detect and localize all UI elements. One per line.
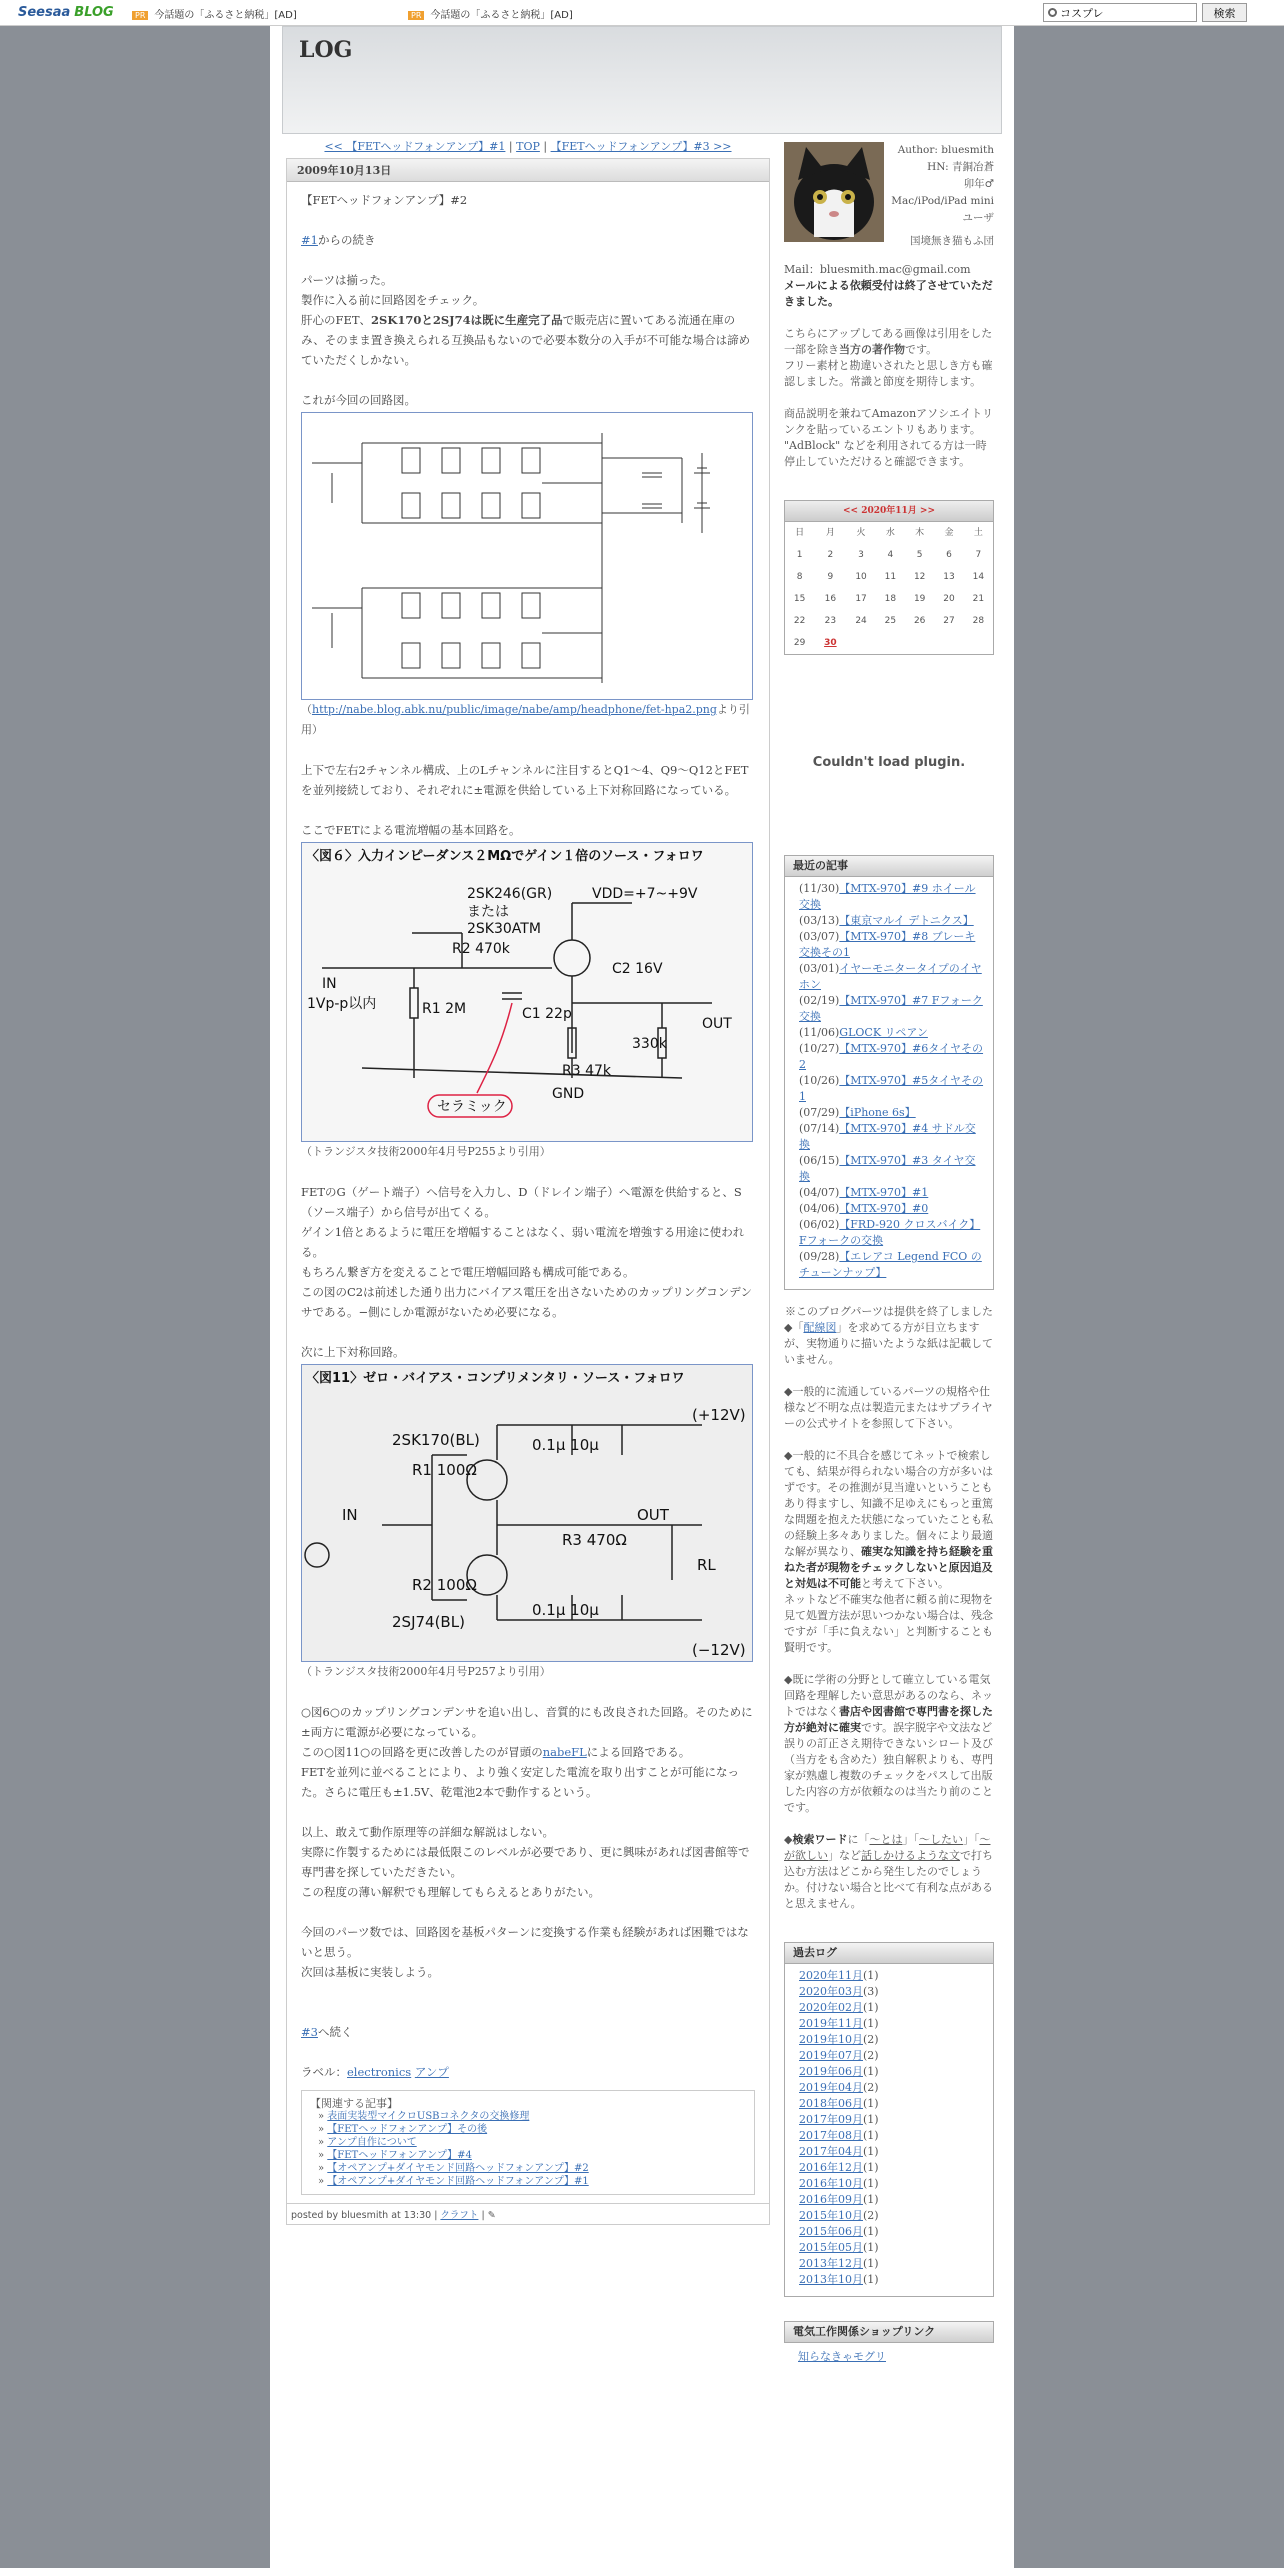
archive-link[interactable]: 2020年03月 <box>799 1985 863 1998</box>
archive-link[interactable]: 2020年02月 <box>799 2001 863 2014</box>
post-footer: posted by bluesmith at 13:30 | クラフト | ✎ <box>287 2203 769 2224</box>
fig-gnd-label: GND <box>552 1086 585 1102</box>
profile-avatar[interactable] <box>784 142 884 242</box>
post-date-label: (04/07) <box>799 1186 840 1199</box>
calendar-day: 21 <box>972 594 985 604</box>
post-date-label: (10/27) <box>799 1042 840 1055</box>
mail-note: メールによる依頼受付は終了させていただきました。 <box>784 279 993 308</box>
circuit-diagram-drawing <box>302 413 754 701</box>
fig-r3-label: R3 470Ω <box>562 1531 627 1549</box>
fig-r4-label: 330k <box>632 1036 667 1052</box>
archive-link[interactable]: 2015年10月 <box>799 2209 863 2222</box>
emphasis-text: 確実な知識を持ち経験を重ねた者が現物をチェックしないと原因追及と対処は不可能 <box>784 1545 993 1590</box>
profile-devices: Mac/iPod/iPad miniユーザ <box>891 195 994 224</box>
calendar-day: 22 <box>793 616 806 626</box>
text: へ続く <box>317 2025 353 2039</box>
archive-link[interactable]: 2015年06月 <box>799 2225 863 2238</box>
profile-org: 国境無き猫もふ団 <box>910 235 994 247</box>
fig-in-label: IN <box>322 976 337 992</box>
figure-label: 〈図11〉ゼロ・バイアス・コンプリメンタリ・ソース・フォロワ <box>306 1371 685 1386</box>
fig-r2-label: R2 100Ω <box>412 1576 477 1594</box>
calendar-day: 14 <box>972 572 985 582</box>
fig-c2-label: C2 16V <box>612 961 663 977</box>
archive-count: (2) <box>863 2033 879 2046</box>
related-link[interactable]: 【オペアンプ+ダイヤモンド回路ヘッドフォンアンプ】#2 <box>327 2163 589 2174</box>
text: この程度の薄い解釈でも理解してもらえるとありがたい。 <box>301 1885 600 1899</box>
text: からの続き <box>317 233 376 247</box>
text: 次に上下対称回路。 <box>301 1345 405 1359</box>
page-container <box>270 26 1014 2568</box>
archive-link[interactable]: 2016年12月 <box>799 2161 863 2174</box>
archive-count: (1) <box>863 2001 879 2014</box>
text: FETのG（ゲート端子）へ信号を入力し、D（ドレイン端子）へ電源を供給すると、S（ソース端子）から信号が出てくる。 <box>301 1185 742 1219</box>
text: ○図6○のカップリングコンデンサを追い出し、音質的にも改良された回路。そのために±両方に電源が必要になっている。 <box>301 1705 753 1739</box>
label-prefix: ラベル： <box>301 2065 347 2079</box>
post-date-label: (06/15) <box>799 1154 840 1167</box>
circuit-diagram-image[interactable] <box>301 412 753 700</box>
fig-ceramic-label: セラミック <box>437 1099 507 1115</box>
source-follower-figure[interactable] <box>301 842 753 1142</box>
recent-post-link[interactable]: 【エレアコ Legend FCO のチューンナップ】 <box>799 1250 982 1279</box>
sidebar <box>784 142 994 2371</box>
calendar-day: 28 <box>972 616 985 626</box>
recent-posts-title: 最近の記事 <box>784 855 994 877</box>
archive-link[interactable]: 2013年10月 <box>799 2273 863 2286</box>
text: フリー素材と勘違いされたと思しき方も確認しました。常識と節度を期待します。 <box>784 359 993 388</box>
profile-age: 卯年♂ <box>963 178 994 190</box>
recent-post-link[interactable]: 【MTX-970】#8 ブレーキ交換その1 <box>799 930 976 959</box>
text: より引用） <box>301 703 750 736</box>
profile-hn: HN: 青銅冶蒼 <box>927 161 994 173</box>
text: で販売店に置いてある流通在庫のみ、そのまま置き換えられる互換品もないので必要本数分の入手が不可能な場合は諦めていただくしかない。 <box>301 313 751 367</box>
profile-box <box>784 142 994 252</box>
comment-icon[interactable]: ✎ <box>487 2210 496 2221</box>
next-post-link[interactable]: 【FETヘッドフォンアンプ】#3 >> <box>550 140 732 153</box>
fig-vdd-label: (+12V) <box>692 1406 746 1424</box>
figure-caption: （トランジスタ技術2000年4月号P255より引用） <box>301 1145 551 1158</box>
calendar-day: 20 <box>943 594 955 604</box>
recent-posts-list <box>784 877 994 1290</box>
text: ※このブログパーツは提供を終了しました <box>785 1305 993 1318</box>
recent-post-link[interactable]: 【FRD-920 クロスバイク】Fフォークの交換 <box>799 1218 981 1247</box>
plugin-placeholder: Couldn't load plugin. <box>812 755 966 770</box>
calendar-day: 16 <box>824 594 837 604</box>
nabefl-link[interactable]: nabeFL <box>542 1745 587 1759</box>
emphasis-text: 当方の著作物 <box>839 343 905 356</box>
text: による回路である。 <box>586 1745 691 1759</box>
calendar-day: 10 <box>855 572 867 582</box>
calendar-day: 24 <box>855 616 867 626</box>
text: 肝心のFET、 <box>301 313 372 327</box>
calendar-day: 19 <box>913 594 926 604</box>
calendar-day: 8 <box>796 572 803 582</box>
weekday: 金 <box>944 528 954 538</box>
text: この図のC2は前述した通り出力にバイアス電圧を出さないためのカップリングコンデンサである。−側にしか電源がないため必要になる。 <box>301 1285 753 1319</box>
fig-part-label: 2SK30ATM <box>467 921 541 937</box>
weekday: 月 <box>825 528 835 538</box>
emphasis-text: 書店や図書館で専門書を探した方が絶対に確実 <box>784 1705 993 1734</box>
post-date-label: (03/13) <box>799 914 840 927</box>
fig-cap-label: 0.1μ 10μ <box>532 1436 599 1454</box>
fig-part-label: 2SK246(GR) <box>467 886 553 902</box>
figure-caption: （トランジスタ技術2000年4月号P257より引用） <box>301 1665 551 1678</box>
search-icon <box>1048 8 1057 17</box>
pr-badge: PR <box>408 11 424 20</box>
prev-part-link[interactable]: #1 <box>301 233 318 247</box>
archive-link[interactable]: 2016年10月 <box>799 2177 863 2190</box>
complementary-follower-drawing <box>302 1365 754 1663</box>
text: これが今回の回路図。 <box>301 393 416 407</box>
source-image-link[interactable]: http://nabe.blog.abk.nu/public/image/nabe/amp/headphone/fet-hpa2.png <box>312 703 717 716</box>
keyword-example: ～したい <box>918 1833 963 1846</box>
calendar-day: 18 <box>884 594 897 604</box>
archive-link[interactable]: 2019年11月 <box>799 2017 863 2030</box>
archive-link[interactable]: 2016年09月 <box>799 2193 863 2206</box>
category-link[interactable]: クラフト <box>440 2210 479 2221</box>
fig-c1-label: C1 22p <box>522 1006 572 1022</box>
weekday: 木 <box>915 528 925 538</box>
post-title: 【FETヘッドフォンアンプ】#2 <box>301 193 468 207</box>
archive-count: (1) <box>863 2161 879 2174</box>
cat-icon <box>784 142 884 242</box>
archive-count: (1) <box>863 1969 879 1982</box>
fig-vss-label: (−12V) <box>692 1641 746 1659</box>
archive-link[interactable]: 2018年06月 <box>799 2097 863 2110</box>
search-button[interactable]: 検索 <box>1202 3 1247 22</box>
text: 」を求めてる方が目立ちますが、実物通りに描いたような紙は記載していません。 <box>784 1321 993 1366</box>
emphasis-text: 検索ワード <box>792 1833 848 1846</box>
archive-link[interactable]: 2019年10月 <box>799 2033 863 2046</box>
text: 今回のパーツ数では、回路図を基板パターンに変換する作業も経験があれば困難ではないと思う。 <box>301 1925 749 1959</box>
text: ネットなど不確実な他者に頼る前に現物を見て処置方法が思いつかない場合は、残念ですが「手に負えない」と判断することも賢明です。 <box>784 1593 993 1654</box>
archive-count: (1) <box>863 2145 879 2158</box>
calendar-day: 29 <box>793 638 806 648</box>
archive-link[interactable]: 2015年05月 <box>799 2241 863 2254</box>
calendar-day: 23 <box>824 616 837 626</box>
text: 」「 <box>902 1833 919 1846</box>
text: 」「 <box>962 1833 980 1846</box>
calendar-day: 27 <box>943 616 955 626</box>
fig-vdd-label: VDD=+7~+9V <box>592 886 698 902</box>
archive-link[interactable]: 2019年04月 <box>799 2081 863 2094</box>
notes-box <box>784 1304 994 1912</box>
text: FETを並列に並べることにより、より強く安定した電流を取り出すことが可能になった。さらに電圧も±1.5V、乾電池2本で動作するという。 <box>301 1765 740 1799</box>
text: ◆ <box>784 1833 793 1846</box>
archive-count: (1) <box>863 2177 879 2190</box>
fig-part-label: 2SJ74(BL) <box>392 1613 465 1631</box>
fig-rl-label: RL <box>697 1556 716 1574</box>
weekday: 日 <box>795 528 805 538</box>
archive-link[interactable]: 2017年08月 <box>799 2129 863 2142</box>
text: ゲイン1倍とあるように電圧を増幅することはなく、弱い電流を増強する用途に使われる。 <box>301 1225 745 1259</box>
profile-mail: Mail：bluesmith.mac@gmail.com <box>784 263 971 276</box>
related-link[interactable]: 【FETヘッドフォンアンプ】#4 <box>327 2150 472 2161</box>
post-date-label: (02/19) <box>799 994 840 1007</box>
text: 実際に作製するためには最低限このレベルが必要であり、更に興味があれば図書館等で専門書を探していただきたい。 <box>301 1845 750 1879</box>
blog-post <box>286 158 770 2225</box>
fig-out-label: OUT <box>702 1016 732 1032</box>
calendar <box>784 500 994 655</box>
shop-link[interactable]: 知らなきゃモグリ <box>798 2350 886 2363</box>
recent-post-link[interactable]: 【MTX-970】#1 <box>839 1186 929 1199</box>
emphasis-text: 2SK170と2SJ74は既に生産完了品 <box>371 313 563 327</box>
figure-label: 〈図６〉入力インピーダンス２MΩでゲイン１倍のソース・フォロワ <box>306 849 704 864</box>
text: "AdBlock" などを利用されてる方は一時停止していただけると確認できます。 <box>784 439 987 468</box>
text: 」など <box>828 1849 861 1862</box>
text: です。誤字脱字や文法など誤りの訂正さえ期待できないシロート及び（当方をも含めた）独自解釈よりも、専門家が熟慮し複数のチェックをパスして出版した内容の方が依頼なのは当たり前のことです。 <box>784 1721 993 1814</box>
calendar-day: 7 <box>975 550 982 560</box>
recent-post-link[interactable]: 【MTX-970】#6タイヤその2 <box>799 1042 984 1071</box>
label-electronics[interactable]: electronics <box>347 2065 412 2079</box>
post-date-label: (11/30) <box>799 882 840 895</box>
archive-link[interactable]: 2019年07月 <box>799 2049 863 2062</box>
search-input[interactable] <box>1043 3 1197 22</box>
keyword-example: ～とは <box>869 1833 903 1846</box>
archive-link[interactable]: 2020年11月 <box>799 1969 863 1982</box>
archive-count: (1) <box>863 2257 879 2270</box>
recent-post-link[interactable]: 【MTX-970】#0 <box>839 1202 929 1215</box>
post-date-label: (10/26) <box>799 1074 840 1087</box>
fig-out-label: OUT <box>637 1506 669 1524</box>
post-body <box>287 182 769 2203</box>
main-column <box>286 138 770 2225</box>
calendar-day: 15 <box>793 594 806 604</box>
ad-link-1[interactable] <box>132 6 297 21</box>
recent-post-link[interactable]: 【MTX-970】#4 サドル交換 <box>799 1122 976 1151</box>
keyword-example: 話しかけるような文 <box>861 1849 960 1862</box>
calendar-day: 6 <box>946 550 952 560</box>
calendar-day: 4 <box>887 550 894 560</box>
related-link[interactable]: アンプ自作について <box>327 2137 417 2148</box>
post-date-label: (09/28) <box>799 1250 840 1263</box>
post-date: 2009年10月13日 <box>287 159 769 182</box>
recent-post-link[interactable]: 【iPhone 6s】 <box>839 1106 916 1119</box>
pr-badge: PR <box>132 11 148 20</box>
fig-r3-label: R3 47k <box>562 1063 612 1079</box>
post-date-label: (06/02) <box>799 1218 840 1231</box>
text: この○図11○の回路を更に改善したのが冒頭の <box>301 1745 543 1759</box>
post-date-label: (03/01) <box>799 962 840 975</box>
text: と考えて下さい。 <box>861 1577 949 1590</box>
archive-count: (2) <box>863 2049 879 2062</box>
post-date-label: (03/07) <box>799 930 840 943</box>
text: 次回は基板に実装しよう。 <box>301 1965 439 1979</box>
weekday: 土 <box>973 528 983 538</box>
post-meta: posted by bluesmith at 13:30 <box>291 2210 432 2221</box>
weekday: 水 <box>885 528 895 538</box>
fig-part-label: または <box>467 904 509 920</box>
site-title[interactable]: LOG <box>299 37 353 63</box>
post-date-label: (07/29) <box>799 1106 840 1119</box>
text: こちらにアップしてある画像は引用をした一部を除き <box>784 327 993 356</box>
fig-r1-label: R1 2M <box>422 1001 467 1017</box>
recent-post-link[interactable]: 【MTX-970】#5タイヤその1 <box>799 1074 984 1103</box>
recent-post-link[interactable]: 【東京マルイ デトニクス】 <box>839 914 974 927</box>
post-navigation: << 【FETヘッドフォンアンプ】#1 | TOP | 【FETヘッドフォンアンプ】#3 >> <box>324 140 732 153</box>
calendar-day-link[interactable]: 30 <box>824 638 837 648</box>
post-date-label: (07/14) <box>799 1122 840 1135</box>
wiring-diagram-link[interactable]: 配線図 <box>803 1321 837 1334</box>
text: 製作に入る前に回路図をチェック。 <box>301 293 485 307</box>
ad-text: 今話題の「ふるさと納税」[AD] <box>430 10 573 21</box>
related-link[interactable]: 表面実装型マイクロUSBコネクタの交換修理 <box>327 2111 530 2122</box>
fig-r2-label: R2 470k <box>452 941 510 957</box>
text: です。 <box>905 343 938 356</box>
calendar-day: 1 <box>796 550 803 560</box>
archive-count: (1) <box>863 2193 879 2206</box>
post-date-label: (04/06) <box>799 1202 840 1215</box>
archive-link[interactable]: 2017年04月 <box>799 2145 863 2158</box>
archive-count: (1) <box>863 2017 879 2030</box>
calendar-day: 2 <box>827 550 834 560</box>
profile-author: Author: bluesmith <box>897 144 994 156</box>
fig-in-range-label: 1Vp-p以内 <box>307 996 377 1012</box>
text: ここでFETによる電流増幅の基本回路を。 <box>301 823 521 837</box>
weekday: 火 <box>856 528 866 538</box>
recent-post-link[interactable]: 【MTX-970】#3 タイヤ交換 <box>799 1154 976 1183</box>
blog-header <box>282 26 1002 134</box>
calendar-day: 25 <box>884 616 897 626</box>
logo-text: Seesaa <box>18 5 71 20</box>
archive-count: (1) <box>863 2129 879 2142</box>
ad-text: 今話題の「ふるさと納税」[AD] <box>154 10 297 21</box>
archive-count: (1) <box>863 2273 879 2286</box>
recent-post-link[interactable]: GLOCK リペアン <box>839 1026 928 1039</box>
text: 以上、敢えて動作原理等の詳細な解説はしない。 <box>301 1825 554 1839</box>
calendar-day: 5 <box>916 550 923 560</box>
label-amp[interactable]: アンプ <box>414 2065 449 2079</box>
logo-blog-text: BLOG <box>74 5 114 20</box>
archive-count: (1) <box>863 2065 879 2078</box>
source-follower-drawing <box>302 843 754 1143</box>
shop-links-list <box>784 2343 994 2371</box>
keyword-example: ～が欲しい <box>784 1833 991 1862</box>
top-link[interactable]: TOP <box>516 140 540 153</box>
text: ◆「 <box>784 1321 804 1334</box>
calendar-day: 17 <box>855 594 867 604</box>
recent-post-link[interactable]: イヤーモニタータイプのイヤホン <box>799 962 982 991</box>
top-bar <box>0 0 1284 26</box>
archive-count: (3) <box>863 1985 879 1998</box>
related-link[interactable]: 【FETヘッドフォンアンプ】その後 <box>327 2124 488 2135</box>
related-articles <box>301 2090 755 2195</box>
ad-link-2[interactable] <box>408 6 573 21</box>
next-part-link[interactable]: #3 <box>301 2025 318 2039</box>
archive-link[interactable]: 2019年06月 <box>799 2065 863 2078</box>
archive-link[interactable]: 2017年09月 <box>799 2113 863 2126</box>
text: パーツは揃った。 <box>301 273 393 287</box>
archive-title: 過去ログ <box>784 1942 994 1964</box>
related-link[interactable]: 【オペアンプ+ダイヤモンド回路ヘッドフォンアンプ】#1 <box>327 2176 589 2187</box>
archive-count: (2) <box>863 2081 879 2094</box>
calendar-title[interactable]: << 2020年11月 >> <box>785 501 993 522</box>
seesaa-logo[interactable] <box>18 5 114 20</box>
archive-count: (1) <box>863 2097 879 2110</box>
related-title: 【関連する記事】 <box>310 2097 398 2110</box>
archive-link[interactable]: 2013年12月 <box>799 2257 863 2270</box>
text: ◆一般的に不具合を感じてネットで検索しても、結果が得られない場合の方が多いはずです。その推測が見当違いということもあり得ますし、知識不足ゆえにもっと重篤な問題を抱えた状態になっていたことも私の経験上多々ありました。個々により最適な解が異なり、 <box>784 1449 993 1558</box>
recent-post-link[interactable]: 【MTX-970】#7 Fフォーク交換 <box>799 994 983 1023</box>
recent-post-link[interactable]: 【MTX-970】#9 ホイール交換 <box>799 882 976 911</box>
post-date-label: (11/06) <box>799 1026 840 1039</box>
text: に「 <box>847 1833 870 1846</box>
calendar-day: 11 <box>884 572 897 582</box>
calendar-day: 9 <box>827 572 834 582</box>
archive-list <box>784 1964 994 2297</box>
text: （ <box>301 703 312 716</box>
text: ◆一般的に流通しているパーツの規格や仕様など不明な点は製造元またはサプライヤーの公式サイトを参照して下さい。 <box>784 1385 993 1430</box>
prev-post-link[interactable]: << 【FETヘッドフォンアンプ】#1 <box>324 140 506 153</box>
calendar-day: 13 <box>943 572 955 582</box>
text: で打ち込む方法はどこから発生したのでしょうか。付けない場合と比べて有利な点があると思えません。 <box>784 1849 993 1910</box>
calendar-day: 26 <box>913 616 926 626</box>
fig-cap-label: 0.1μ 10μ <box>532 1601 599 1619</box>
text: もちろん繋ぎ方を変えることで電圧増幅回路も構成可能である。 <box>301 1265 635 1279</box>
calendar-grid <box>785 522 993 654</box>
calendar-day: 3 <box>858 550 864 560</box>
shop-links-title: 電気工作関係ショップリンク <box>784 2321 994 2343</box>
fig-r1-label: R1 100Ω <box>412 1461 477 1479</box>
archive-count: (1) <box>863 2113 879 2126</box>
text: 商品説明を兼ねてAmazonアソシエイトリンクを貼っているエントリもあります。 <box>784 407 994 436</box>
fig-part-label: 2SK170(BL) <box>392 1431 480 1449</box>
archive-count: (1) <box>863 2225 879 2238</box>
archive-count: (1) <box>863 2241 879 2254</box>
archive-count: (2) <box>863 2209 879 2222</box>
text: ◆既に学術の分野として確立している電気回路を理解したい意思があるのなら、ネットではなく <box>784 1673 993 1718</box>
calendar-day: 12 <box>913 572 926 582</box>
text: 上下で左右2チャンネル構成、上のLチャンネルに注目するとQ1～4、Q9～Q12とFETを並列接続しており、それぞれに±電源を供給している上下対称回路になっている。 <box>301 763 749 797</box>
fig-in-label: IN <box>342 1506 358 1524</box>
complementary-follower-figure[interactable] <box>301 1364 753 1662</box>
